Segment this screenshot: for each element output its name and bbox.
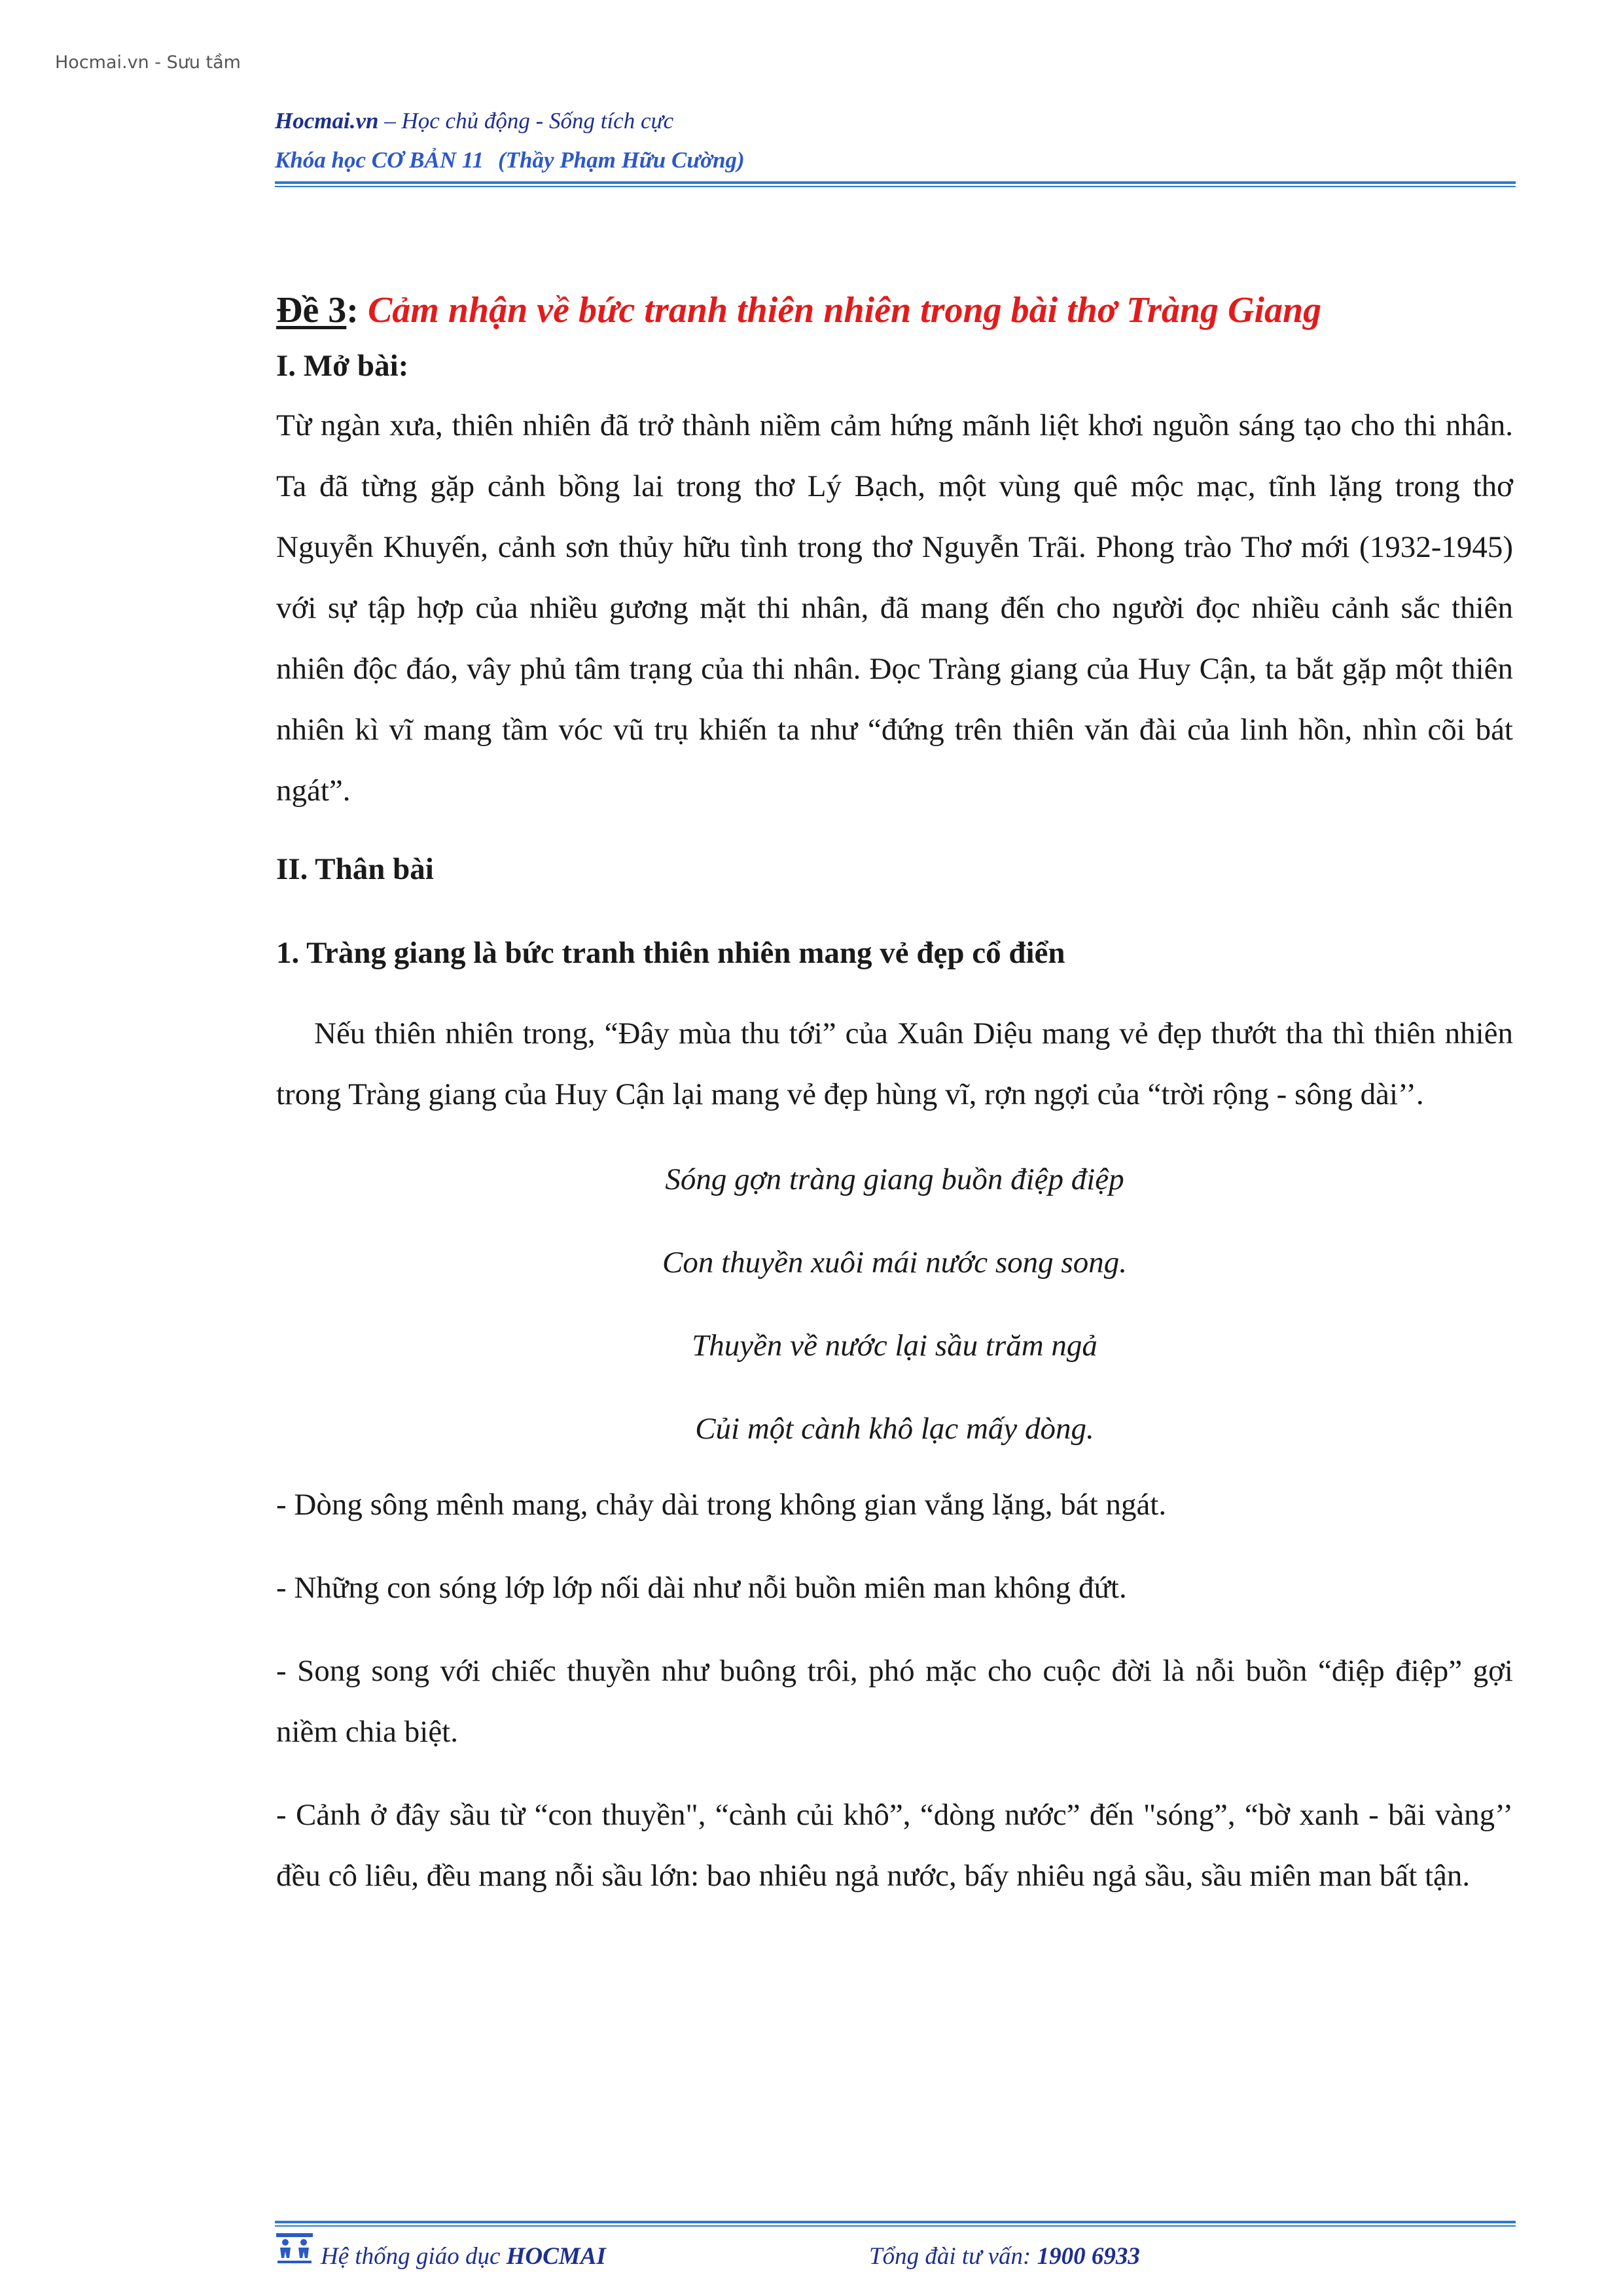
footer-hotline: Tổng đài tư vấn: 1900 6933 [869, 2243, 1140, 2270]
course-name: Khóa học CƠ BẢN 11 [275, 147, 484, 173]
document-body [276, 275, 1513, 1907]
footer-divider-thin [275, 2225, 1516, 2227]
page-footer [275, 2237, 1518, 2276]
bullet-item: - Dòng sông mênh mang, chảy dài trong không gian vắng lặng, bát ngát. [276, 1488, 1167, 1522]
poem-line: Con thuyền xuôi mái nước song song. [662, 1246, 1127, 1280]
hotline-number: 1900 6933 [1037, 2243, 1140, 2270]
brand-tagline: – Học chủ động - Sống tích cực [378, 108, 674, 134]
footer-system: Hệ thống giáo dục HOCMAI [321, 2243, 606, 2270]
section-heading-intro: I. Mở bài: [276, 349, 409, 383]
section-heading-body: II. Thân bài [276, 852, 434, 886]
bullet-item: - Những con sóng lớp lớp nối dài như nỗi buồn miên man không đứt. [276, 1571, 1127, 1605]
watermark: Hocmai.vn - Sưu tầm [55, 52, 241, 73]
title-topic: Cảm nhận về bức tranh thiên nhiên trong bài thơ Tràng Giang [367, 290, 1322, 331]
page-header [275, 108, 1518, 173]
footer-brand: HOCMAI [506, 2243, 606, 2270]
bullet-item: - Song song với chiếc thuyền như buông trôi, phó mặc cho cuộc đời là nỗi buồn “điệp điệp” gợi niềm chia biệt. [276, 1654, 1513, 1749]
poem-line: Sóng gợn tràng giang buồn điệp điệp [665, 1162, 1124, 1196]
bullet-item: - Cảnh ở đây sầu từ “con thuyền", “cành củi khô”, “dòng nước” đến "sóng”, “bờ xanh - bãi vàng’’ đều cô liêu, đều mang nỗi sầu lớn: bao nhiêu ngả nước, bấy nhiêu ngả sầu, sầu miên man bất tận. [276, 1798, 1513, 1893]
header-course-line [275, 147, 1518, 173]
course-teacher: (Thầy Phạm Hữu Cường) [497, 147, 745, 173]
brand-name: Hocmai.vn [275, 108, 379, 134]
footer-divider [275, 2221, 1516, 2223]
title-label: Đề 3 [276, 290, 347, 331]
header-brand-line [275, 108, 1518, 139]
subsection-heading: 1. Tràng giang là bức tranh thiên nhiên mang vẻ đẹp cổ điển [276, 936, 1065, 970]
poem-line: Củi một cành khô lạc mấy dòng. [695, 1412, 1094, 1446]
hocmai-logo-icon [275, 2232, 314, 2266]
poem [276, 1138, 1513, 1471]
intro-paragraph: Từ ngàn xưa, thiên nhiên đã trở thành niềm cảm hứng mãnh liệt khơi nguồn sáng tạo cho thi nhân. Ta đã từng gặp cảnh bồng lai trong thơ Lý Bạch, một vùng quê mộc mạc, tĩnh lặng trong thơ Nguyễn Khuyến, cảnh sơn thủy hữu tình trong thơ Nguyễn Trãi. Phong trào Thơ mới (1932-1945) với sự tập hợp của nhiều gương mặt thi nhân, đã mang đến cho người đọc nhiều cảnh sắc thiên nhiên độc đáo, vây phủ tâm trạng của thi nhân. Đọc Tràng giang của Huy Cận, ta bắt gặp một thiên nhiên kì vĩ mang tầm vóc vũ trụ khiến ta như “đứng trên thiên văn đài của linh hồn, nhìn cõi bát ngát”. [276, 408, 1513, 808]
header-divider [275, 181, 1516, 184]
body-paragraph: Nếu thiên nhiên trong, “Đây mùa thu tới” của Xuân Diệu mang vẻ đẹp thướt tha thì thiên nhiên trong Tràng giang của Huy Cận lại mang vẻ đẹp hùng vĩ, rợn ngợi của “trời rộng - sông dài’’. [276, 1016, 1513, 1111]
header-divider-thin [275, 186, 1516, 187]
page-title: Đề 3: Cảm nhận về bức tranh thiên nhiên trong bài thơ Tràng Giang [276, 290, 1322, 331]
poem-line: Thuyền về nước lại sầu trăm ngả [692, 1329, 1097, 1363]
